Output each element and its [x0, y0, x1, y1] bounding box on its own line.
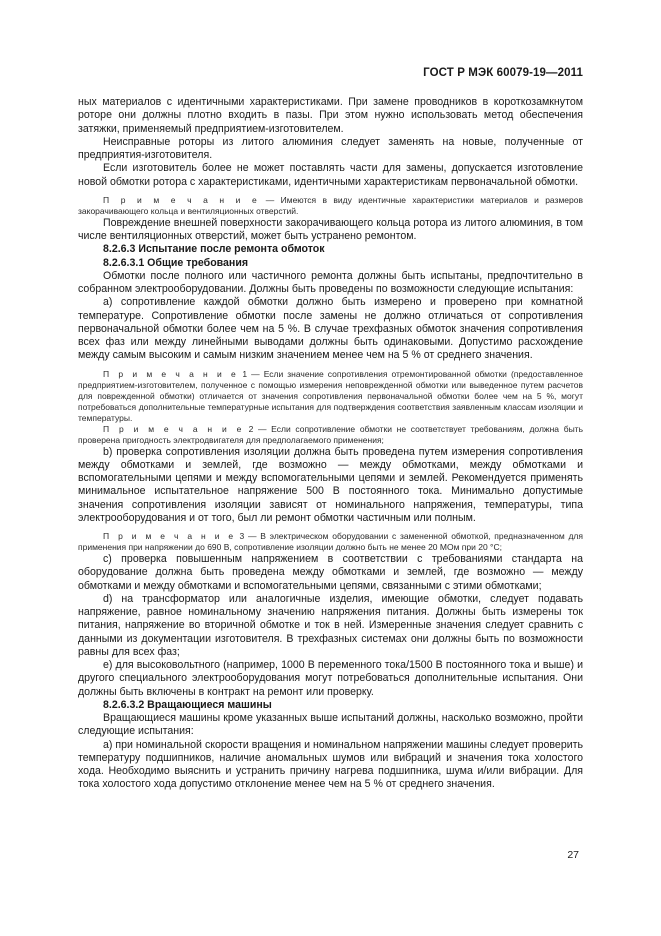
- note-label: П р и м е ч а н и е: [103, 194, 260, 205]
- note-label: П р и м е ч а н и е: [103, 368, 239, 379]
- page-number: 27: [567, 849, 579, 861]
- paragraph: Повреждение внешней поверхности закорачивающего кольца ротора из литого алюминия, в том числе вентиляционных отверстий, может быть устранено ремонтом.: [78, 216, 583, 242]
- note-label: П р и м е ч а н и е: [103, 531, 236, 541]
- paragraph: Вращающиеся машины кроме указанных выше испытаний должны, насколько возможно, пройти следующие испытания:: [78, 712, 583, 738]
- subsection-heading: 8.2.6.3.2 Вращающиеся машины: [103, 698, 272, 711]
- paragraph: Неисправные роторы из литого алюминия следует заменять на новые, полученные от предприятия-изготовителя.: [78, 135, 583, 161]
- paragraph: Обмотки после полного или частичного ремонта должны быть испытаны, предпочтительно в собранном электрооборудовании. Должны быть проведены по возможности следующие испытания:: [78, 269, 583, 295]
- section-heading: 8.2.6.3 Испытание после ремонта обмоток: [103, 243, 325, 256]
- note-label: П р и м е ч а н и е: [103, 423, 244, 434]
- note-text: 3 — В электрическом оборудовании с замененной обмоткой, предназначенном для применения при напряжении до 690 В, сопротивление изоляции должно быть не менее 20 МОм при 20 °С;: [78, 531, 583, 552]
- list-item: d) на трансформатор или аналогичные изделия, имеющие обмотки, следует подавать напряжение, равное номинальному значению напряжения питания. Должны быть измерены ток питания, напряжение во вторичной обмотке и ток в ней. Измеренные значения следует сравнить с данными из документации изготовителя. В трехфазных системах они должны быть по возможности равны для всех фаз;: [78, 592, 583, 658]
- document-header: ГОСТ Р МЭК 60079-19—2011: [423, 67, 583, 79]
- document-body: [78, 96, 583, 792]
- note-text: 1 — Если значение сопротивления отремонтированной обмотки (предоставленное предприятием-изготовителем, полученное с помощью измерения неповрежденной обмотки или выведенное путем расчетов для поврежденной обмотки) отличается от значения сопротивления первоначальной обмотки более чем на 5 %, могут потребоваться дополнительные температурные испытания для подтверждения соответствия заявленным классам изоляции и температуры.: [78, 368, 583, 423]
- list-item: е) для высоковольтного (например, 1000 В переменного тока/1500 В постоянного тока и выше) и другого специального электрооборудования могут потребоваться дополнительные испытания. Они должны быть включены в контракт на ремонт или проверку.: [78, 659, 583, 698]
- note-text: 2 — Если сопротивление обмотки не соответствует требованиям, должна быть проверена пригодность электродвигателя для предполагаемого применения;: [78, 423, 583, 445]
- note: [78, 531, 583, 553]
- list-item: с) проверка повышенным напряжением в соответствии с требованиями стандарта на оборудование должна быть проведена между обмотками и землей, где возможно — между обмотками и между обмотками и вспомогательными цепями, связанными с этими обмотками;: [78, 553, 583, 592]
- note-text: — Имеются в виду идентичные характеристики материалов и размеров закорачивающего кольца и вентиляционных отверстий.: [78, 194, 583, 216]
- note: [78, 195, 583, 217]
- note: [78, 369, 583, 424]
- subsection-heading: 8.2.6.3.1 Общие требования: [103, 256, 249, 269]
- list-item: а) при номинальной скорости вращения и номинальном напряжении машины следует проверить температуру подшипников, наличие аномальных шумов или вибраций и значения тока холостого хода. Необходимо выяснить и устранить причину нагрева подшипника, шума и/или вибрации. Для тока холостого хода допустимо отклонение менее чем на 5 % от среднего значения.: [78, 738, 583, 791]
- paragraph: Если изготовитель более не может поставлять части для замены, допускается изготовление новой обмотки ротора с характеристиками, идентичными характеристикам первоначальной обмотки.: [78, 162, 583, 188]
- list-item: а) сопротивление каждой обмотки должно быть измерено и проверено при комнатной температуре. Сопротивление обмотки после замены не должно отличаться от сопротивления первоначальной обмотки более чем на 5 %. В случае трехфазных обмоток значения сопротивления всех фаз или между линейными выводами должны быть одинаковыми. Допустимо расхождение между самым высоким и самым низким значением менее чем на 5 % от среднего значения.: [78, 296, 583, 362]
- note: [78, 424, 583, 446]
- list-item: b) проверка сопротивления изоляции должна быть проведена путем измерения сопротивления между обмотками и землей, где возможно — между обмотками, между обмотками и вспомогательными цепями и между вспомогательными цепями и землей. Рекомендуется применять минимальное испытательное напряжение 500 В постоянного тока. Минимально допустимые значения сопротивления изоляции зависят от номинального напряжения, температуры, типа электрооборудования и от того, был ли ремонт обмотки частичным или полным.: [78, 445, 583, 524]
- paragraph: ных материалов с идентичными характеристиками. При замене проводников в короткозамкнутом роторе они должны плотно входить в пазы. При этом нужно использовать метод обеспечения затяжки, применяемый предприятием-изготовителем.: [78, 96, 583, 135]
